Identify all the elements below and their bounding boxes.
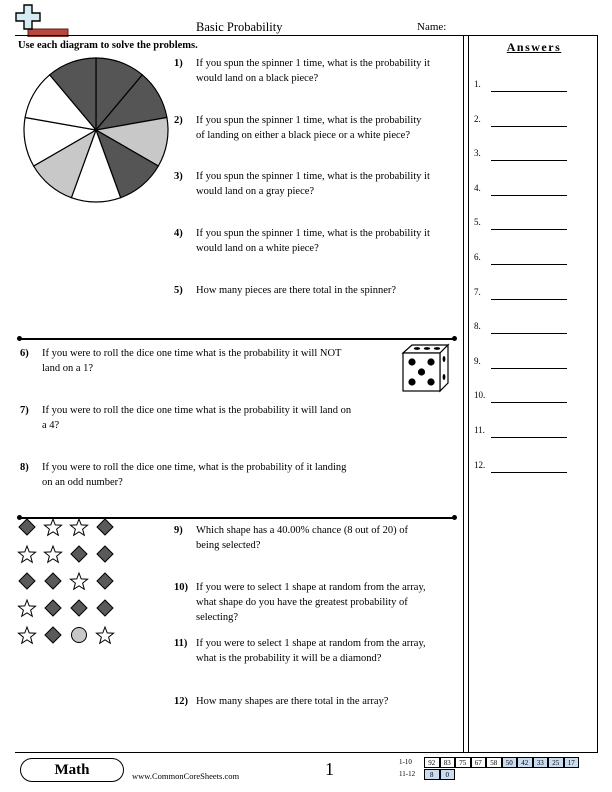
answers-title: Answers: [506, 40, 562, 54]
answer-number: 6.: [474, 252, 481, 262]
star-icon: [18, 600, 35, 616]
question-text: If you were to select 1 shape at random from the array, what is the probability it will be a diamond?: [196, 638, 426, 664]
question-number: 9): [174, 525, 183, 536]
score-cell: 50: [502, 757, 518, 768]
star-icon: [96, 627, 113, 643]
score-cell: 0: [440, 769, 456, 780]
answer-row[interactable]: [474, 114, 594, 128]
question-text: If you were to roll the dice one time what is the probability it will NOT land on a 1?: [42, 348, 342, 374]
diamond-icon: [45, 573, 61, 589]
question-number: 12): [174, 696, 188, 707]
divider-dot: [452, 515, 457, 520]
answer-line[interactable]: [491, 299, 567, 300]
question-8: [20, 460, 400, 490]
divider-dot: [452, 336, 457, 341]
dice-diagram: [400, 343, 450, 393]
question-text: Which shape has a 40.00% chance (8 out of 20) of being selected?: [196, 525, 408, 551]
answer-row[interactable]: [474, 148, 594, 162]
answer-row[interactable]: [474, 183, 594, 197]
question-7: [20, 403, 400, 433]
diamond-icon: [97, 546, 113, 562]
answer-number: 10.: [474, 390, 486, 401]
answer-number: 12.: [474, 459, 486, 470]
name-label: Name:: [417, 21, 447, 33]
answer-row[interactable]: [474, 321, 594, 335]
diamond-icon: [45, 600, 61, 616]
score-cell: 8: [424, 769, 440, 780]
spinner-diagram: [21, 55, 171, 205]
answer-line[interactable]: [491, 229, 567, 230]
question-text: How many shapes are there total in the array?: [196, 696, 389, 707]
answer-row[interactable]: [474, 252, 594, 266]
answer-line[interactable]: [491, 160, 567, 161]
answer-number: 11.: [474, 425, 485, 435]
answer-row[interactable]: [474, 425, 594, 439]
answer-number: 5.: [474, 217, 481, 228]
instructions: Use each diagram to solve the problems.: [18, 40, 198, 51]
diamond-icon: [19, 519, 35, 535]
question-number: 8): [20, 462, 29, 473]
question-number: 1): [174, 58, 183, 69]
score-cell: 33: [533, 757, 549, 768]
question-4: [174, 226, 464, 256]
star-icon: [18, 546, 35, 562]
score-cell: 92: [424, 757, 440, 768]
math-badge: Math: [20, 758, 124, 782]
math-plus-logo: [14, 3, 72, 37]
answer-column-border-inner: [468, 35, 469, 753]
answer-line[interactable]: [491, 264, 567, 265]
diamond-icon: [71, 600, 87, 616]
diamond-icon: [97, 519, 113, 535]
score-cell: 25: [548, 757, 564, 768]
question-9: [174, 523, 464, 553]
page-number: 1: [325, 759, 334, 779]
question-6: [20, 346, 400, 376]
answer-row[interactable]: [474, 460, 594, 474]
answer-line[interactable]: [491, 126, 567, 127]
page-border-bottom: [15, 752, 598, 753]
star-icon: [70, 519, 87, 535]
question-12: [174, 694, 464, 709]
answer-number: 7.: [474, 286, 481, 297]
answer-line[interactable]: [491, 195, 567, 196]
answer-row[interactable]: [474, 390, 594, 404]
question-number: 3): [174, 171, 183, 182]
question-text: If you spun the spinner 1 time, what is the probability it would land on a black piece?: [196, 58, 430, 84]
star-icon: [18, 627, 35, 643]
question-number: 7): [20, 405, 29, 416]
header-rule: [15, 35, 598, 36]
answer-number: 1.: [474, 79, 481, 89]
answer-number: 9.: [474, 355, 481, 366]
question-10: [174, 580, 464, 625]
star-icon: [44, 546, 61, 562]
star-icon: [70, 573, 87, 589]
shape-array: [15, 515, 125, 655]
answer-number: 3.: [474, 148, 481, 159]
answer-row[interactable]: [474, 287, 594, 301]
score-cell: 75: [455, 757, 471, 768]
answer-line[interactable]: [491, 402, 567, 403]
question-text: If you spun the spinner 1 time, what is the probability it would land on a white piece?: [196, 228, 430, 254]
question-text: If you were to roll the dice one time, what is the probability of it landing on an odd number?: [42, 462, 347, 488]
question-number: 5): [174, 285, 183, 296]
circle-icon: [72, 628, 87, 643]
answer-line[interactable]: [491, 91, 567, 92]
question-text: How many pieces are there total in the spinner?: [196, 285, 397, 296]
section-divider: [20, 338, 454, 340]
question-number: 4): [174, 228, 183, 239]
question-1: [174, 56, 464, 86]
score-cell: 42: [517, 757, 533, 768]
answer-line[interactable]: [491, 437, 567, 438]
question-number: 6): [20, 348, 29, 359]
question-text: If you spun the spinner 1 time, what is the probability of landing on either a black piece or a white piece?: [196, 115, 422, 141]
worksheet-title: Basic Probability: [196, 20, 283, 34]
answer-row[interactable]: [474, 79, 594, 93]
score-cell: 17: [564, 757, 580, 768]
score-row-label: 1-10: [399, 758, 412, 766]
answer-number: 8.: [474, 321, 481, 332]
score-row-label: 11-12: [399, 770, 416, 778]
question-text: If you were to select 1 shape at random from the array, what shape do you have the greatest probability of selecting?: [196, 582, 426, 623]
question-number: 11): [174, 638, 188, 649]
question-number: 10): [174, 582, 188, 593]
answer-row[interactable]: [474, 356, 594, 370]
answer-line[interactable]: [491, 368, 567, 369]
diamond-icon: [97, 600, 113, 616]
site-url[interactable]: www.CommonCoreSheets.com: [132, 771, 240, 781]
star-icon: [44, 519, 61, 535]
question-number: 2): [174, 115, 183, 126]
question-11: [174, 636, 464, 666]
diamond-icon: [97, 573, 113, 589]
answer-row[interactable]: [474, 217, 594, 231]
answer-line[interactable]: [491, 472, 567, 473]
page-border-right: [597, 35, 598, 753]
question-5: [174, 283, 464, 298]
question-text: If you were to roll the dice one time what is the probability it will land on a 4?: [42, 405, 352, 431]
score-cell: 83: [440, 757, 456, 768]
diamond-icon: [45, 627, 61, 643]
divider-dot: [17, 336, 22, 341]
diamond-icon: [71, 546, 87, 562]
score-cell: 58: [486, 757, 502, 768]
question-3: [174, 169, 464, 199]
answer-number: 2.: [474, 113, 481, 124]
score-cell: 67: [471, 757, 487, 768]
diamond-icon: [19, 573, 35, 589]
question-text: If you spun the spinner 1 time, what is the probability it would land on a gray piece?: [196, 171, 430, 197]
answer-number: 4.: [474, 182, 481, 193]
question-2: [174, 113, 464, 143]
answer-line[interactable]: [491, 333, 567, 334]
